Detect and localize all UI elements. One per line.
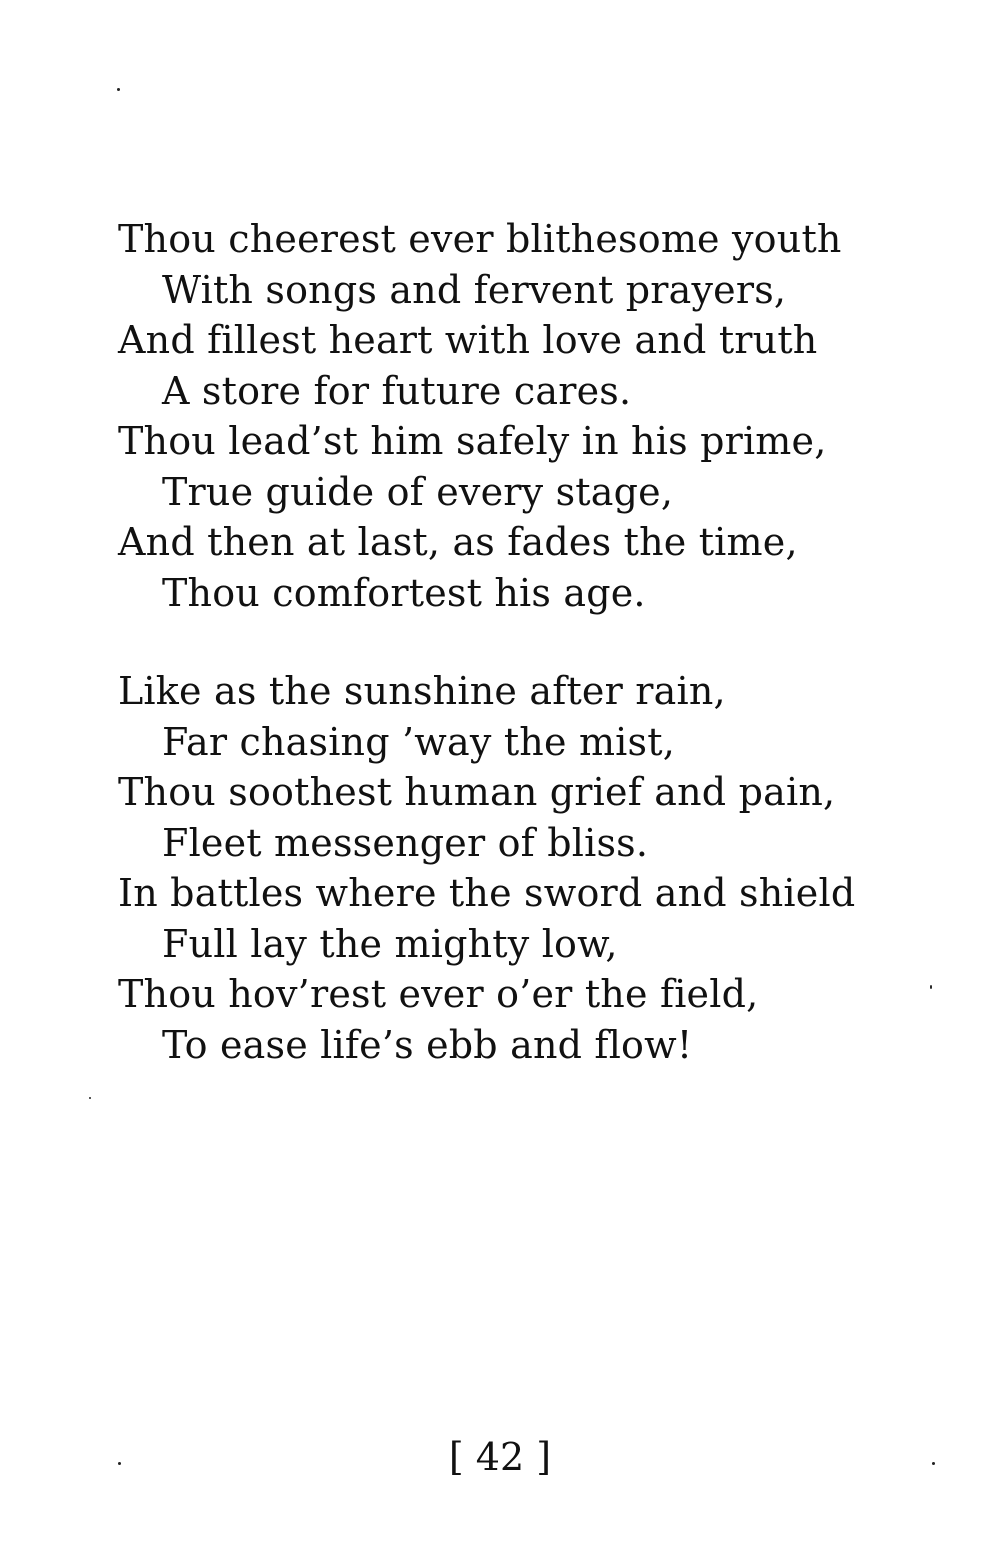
poem-line: Thou cheerest ever blithesome youth [118, 217, 842, 261]
scan-speck [117, 88, 120, 91]
scan-speck [930, 985, 932, 989]
poem-stanza-1 [118, 214, 938, 618]
poem-line: Thou soothest human grief and pain, [118, 770, 836, 814]
poem-line: Fleet messenger of bliss. [162, 820, 649, 865]
poem-line: To ease life’s ebb and flow! [162, 1022, 693, 1067]
poem-line: Far chasing ’way the mist, [162, 719, 675, 764]
scan-speck [932, 1462, 935, 1465]
poem-line: Full lay the mighty low, [162, 921, 618, 966]
scan-speck [89, 1097, 91, 1099]
poem-line: Like as the sunshine after rain, [118, 669, 726, 713]
poem-line: Thou lead’st him safely in his prime, [118, 419, 827, 463]
poem-line: And fillest heart with love and truth [118, 318, 818, 362]
poem-line: And then at last, as fades the time, [118, 520, 798, 564]
scan-speck [118, 1462, 121, 1465]
poem-line: True guide of every stage, [162, 469, 674, 514]
page-number: [ 42 ] [448, 1435, 552, 1479]
poem-line: Thou hov’rest ever o’er the field, [118, 972, 759, 1016]
poem-line: With songs and fervent prayers, [162, 267, 787, 312]
poem-line: Thou comfortest his age. [162, 570, 646, 615]
poem-stanza-2 [118, 666, 938, 1070]
poem-line: In battles where the sword and shield [118, 871, 856, 915]
poem-line: A store for future cares. [162, 368, 632, 413]
